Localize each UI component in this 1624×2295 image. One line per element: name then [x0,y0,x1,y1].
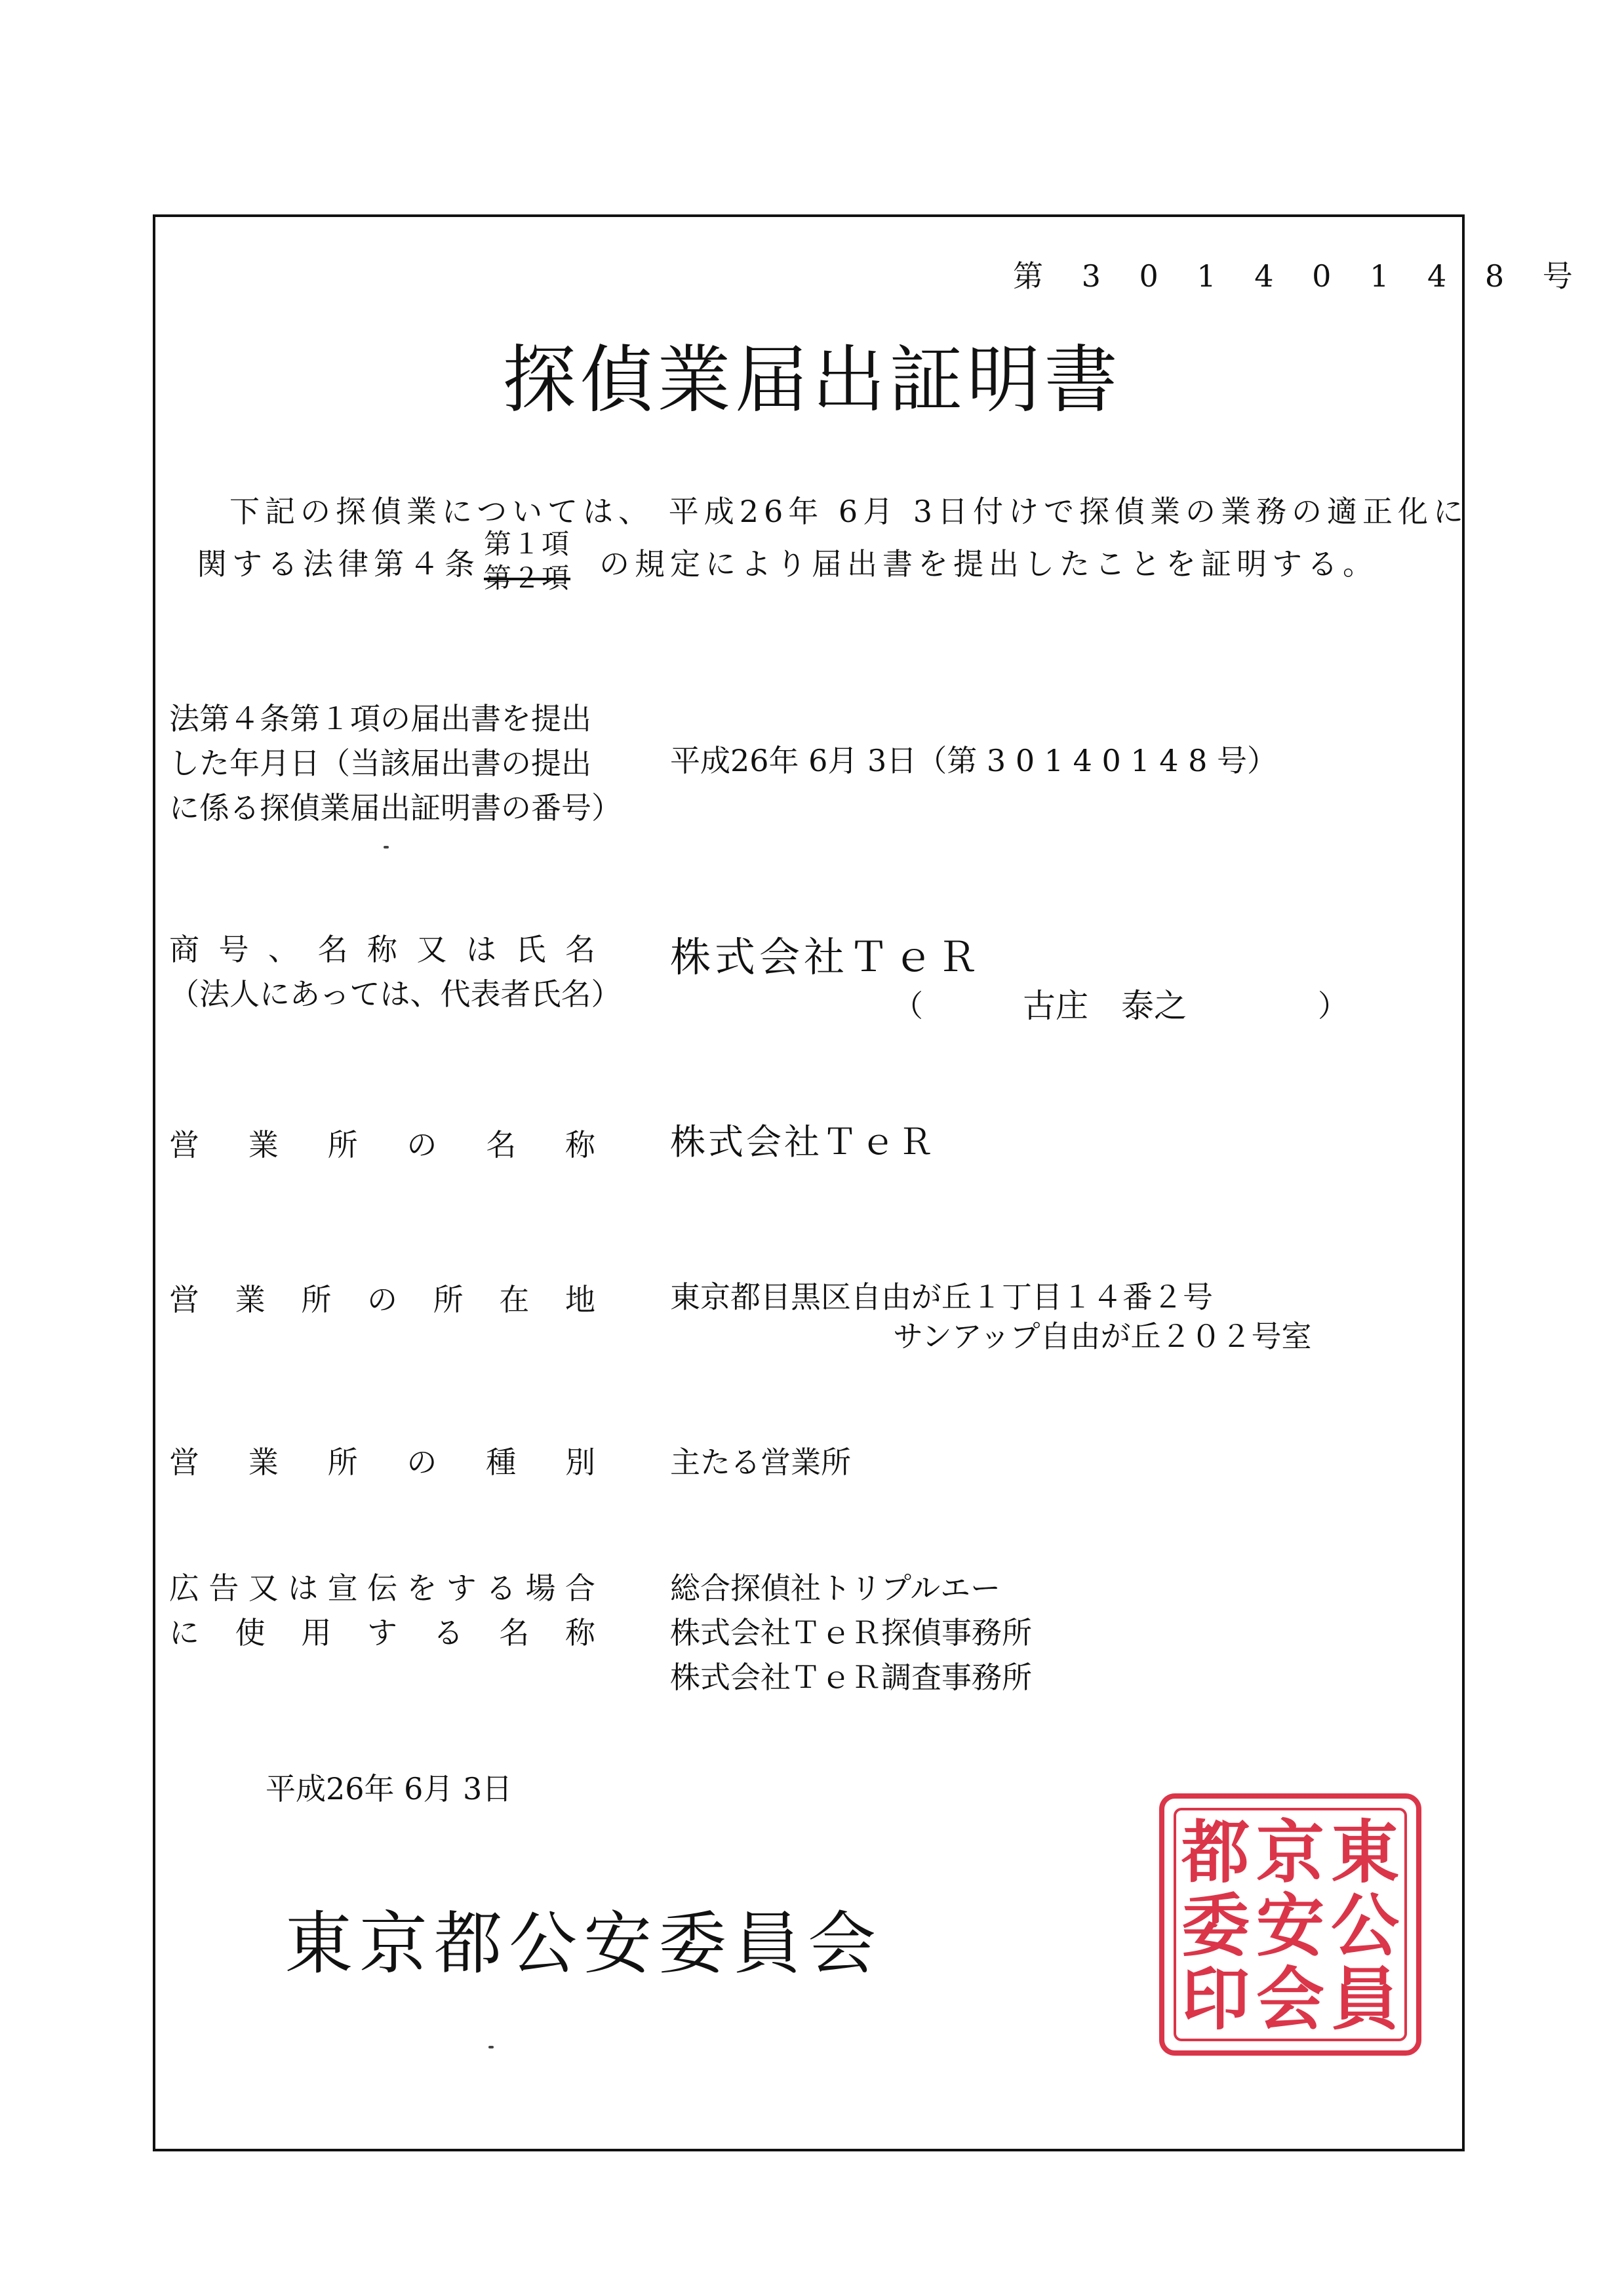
issue-date: 平成26年 6月 3日 [266,1771,513,1806]
advertising-names-label [169,1566,595,1655]
office-name-label-line [169,1123,595,1167]
office-name-label [169,1123,595,1167]
prior-filing-label-line: した年月日（当該届出書の提出 [169,746,591,781]
seal-char: 京 [1256,1812,1324,1892]
prior-filing-label [169,696,622,830]
label-char: 所 [433,1282,464,1317]
prior-filing-label-line: に係る探偵業届出証明書の番号） [169,790,622,826]
scan-speck [384,846,389,848]
certificate-number: 第 3 0 1 4 0 1 4 8 号 [1013,258,1587,294]
label-char: 称 [367,932,397,967]
label-char: 業 [248,1127,279,1163]
prior-filing-value: 平成26年 6月 3日（第 3 0 1 4 0 1 4 8 号） [670,743,1278,778]
representative-open-paren: （ [893,988,923,1024]
intro-line-2 [197,528,1469,594]
seal-grid [1181,1812,1399,2039]
seal-column [1181,1812,1250,2039]
label-char: に [169,1615,199,1650]
label-char: の [366,1282,397,1317]
label-char: 所 [327,1445,358,1480]
office-type-label [169,1440,595,1485]
label-char: 使 [235,1615,266,1650]
trade-name-label-line-1 [169,927,595,972]
label-char: 業 [235,1282,266,1317]
label-char: 号 [218,932,249,967]
clause-struck: 第２項 [484,562,571,594]
label-char: 又 [416,932,447,967]
label-char: 名 [486,1127,517,1163]
label-char: 又 [248,1570,279,1606]
office-type-label-line [169,1440,595,1485]
office-address-line-2: サンアップ自由が丘２０２号室 [893,1319,1312,1354]
advertising-name: 総合探偵社トリプルエー [670,1570,1001,1606]
label-char: す [366,1615,397,1650]
label-char: 営 [169,1282,199,1317]
label-char: 場 [525,1570,556,1606]
label-char: 商 [169,932,199,967]
label-char: 氏 [515,932,546,967]
intro-line-2-before: 関する法律第４条 [197,546,480,582]
label-char: 営 [169,1127,199,1163]
office-address-line-1: 東京都目黒区自由が丘１丁目１４番２号 [670,1279,1213,1315]
intro-paragraph [197,485,1469,594]
label-char: 業 [248,1445,279,1480]
clause-choice [484,528,595,594]
trade-name-label [169,927,622,1016]
label-char: の [406,1445,437,1480]
seal-column [1256,1812,1324,2039]
office-name-value: 株式会社ＴｅＲ [670,1121,936,1163]
issuer-name: 東京都公安委員会 [284,1904,882,1984]
advertising-name: 株式会社ＴｅＲ調査事務所 [670,1660,1032,1695]
label-char: 用 [301,1615,332,1650]
label-char: は [288,1570,319,1606]
seal-char: 委 [1181,1885,1250,1966]
intro-line-2-after: の規定により届出書を提出したことを証明する。 [599,546,1378,582]
advertising-label-line-2 [169,1610,595,1655]
label-char: す [446,1570,477,1606]
label-char: 種 [486,1445,517,1480]
seal-char: 会 [1256,1959,1324,2039]
seal-char: 印 [1181,1959,1250,2039]
office-type-value: 主たる営業所 [670,1445,851,1480]
seal-column [1330,1812,1399,2039]
label-char: 称 [564,1615,595,1650]
seal-char: 安 [1256,1885,1324,1966]
office-address-label [169,1277,595,1322]
label-char: る [486,1570,517,1606]
label-char: 伝 [366,1570,397,1606]
office-address-label-line [169,1277,595,1322]
advertising-names-list [670,1566,1032,1700]
seal-char: 都 [1181,1812,1250,1892]
advertising-name: 株式会社ＴｅＲ探偵事務所 [670,1615,1032,1650]
label-char: 所 [327,1127,358,1163]
seal-char: 東 [1330,1812,1399,1892]
trade-name-label-line-2: （法人にあっては、代表者氏名） [169,976,622,1012]
label-char: 名 [499,1615,530,1650]
advertising-label-line-1 [169,1566,595,1610]
label-char: の [406,1127,437,1163]
label-char: る [433,1615,464,1650]
label-char: 在 [499,1282,530,1317]
label-char: は [466,932,496,967]
label-char: 営 [169,1445,199,1480]
clause-selected: 第１項 [484,528,571,560]
seal-char: 公 [1330,1885,1399,1966]
label-char: を [406,1570,437,1606]
seal-char: 員 [1330,1959,1399,2039]
scan-speck [488,2046,494,2048]
label-char: 宣 [327,1570,358,1606]
intro-line-1: 下記の探偵業については、 平成26年 6月 3日付けで探偵業の業務の適正化に [229,494,1469,529]
label-char: 、 [268,932,298,967]
label-char: 名 [317,932,348,967]
prior-filing-label-line: 法第４条第１項の届出書を提出 [169,701,591,736]
label-char: 合 [564,1570,595,1606]
label-char: 告 [208,1570,239,1606]
official-seal [1159,1793,1421,2056]
label-char: 地 [564,1282,595,1317]
label-char: 称 [564,1127,595,1163]
representative-close-paren: ） [1318,988,1348,1024]
page-title: 探偵業届出証明書 [502,338,1122,423]
representative-name: 古庄 泰之 [1023,987,1187,1025]
trade-name-value: 株式会社ＴｅＲ [670,933,983,981]
label-char: 別 [564,1445,595,1480]
label-char: 広 [169,1570,199,1606]
label-char: 所 [301,1282,332,1317]
label-char: 名 [565,932,595,967]
